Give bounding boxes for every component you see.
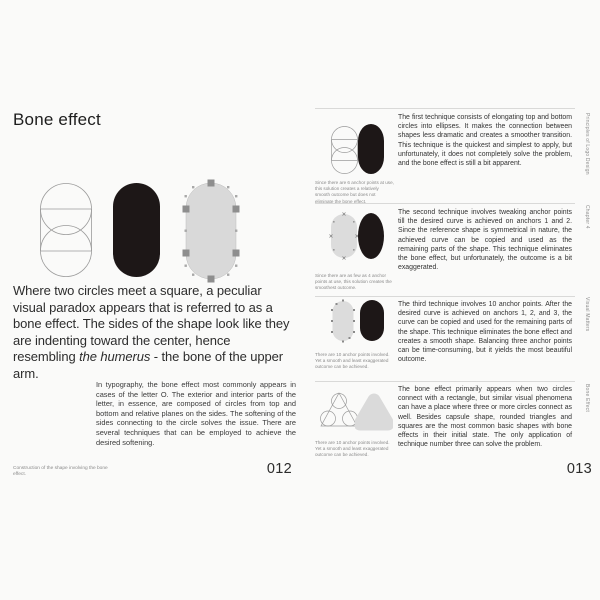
- figure-caption: Since there are 6 anchor points at use, this solution creates a relatively smooth outcome but does not eliminate the bone effect.: [315, 180, 394, 204]
- page-number-left: 012: [266, 461, 292, 477]
- sidebar-section: Visual Matters: [584, 297, 590, 332]
- gray-capsule-4-anchors-figure: [328, 212, 360, 260]
- intro-italic-term: the humerus: [79, 349, 151, 364]
- figure-caption: Since there are as few as 4 anchor points at use, this solution creates the smoothest outcome.: [315, 273, 392, 291]
- technique-paragraph-1: The first technique consists of elongating top and bottom circles into ellipses. It makes the connection between shapes less dramatic and creates a smoother transition. This technique is the quickest and simplest to apply, but unfortunately, it does not completely solve the problem, and the bone effect is still a bit apparent.: [398, 114, 572, 168]
- black-oval-figure: [358, 213, 384, 259]
- intro-text-end: - the bone of the upper arm.: [13, 349, 284, 381]
- technique-paragraph-2: The second technique involves tweaking anchor points till the desired curve is achieved on anchors 1 and 2. Since the reference shape is symmetrical in nature, the achieved curve can be copied and used as the remaining parts of the shape. This technique eliminates the bone effect, but unfortunately, the outcome is a bit exaggerated.: [398, 209, 572, 272]
- gray-capsule-10-anchors-figure: [329, 299, 357, 343]
- section-divider: [315, 381, 575, 382]
- capsule-construction-wireframe-figure: [40, 183, 92, 277]
- ellipse-construction-wireframe-figure: [331, 126, 358, 174]
- triangle-construction-wireframe-figure: [319, 390, 359, 430]
- gray-rounded-triangle-figure: [355, 389, 393, 431]
- sidebar-chapter: Chapter 4: [584, 205, 590, 229]
- page-title: Bone effect: [13, 110, 101, 129]
- black-capsule-small-figure: [360, 300, 384, 341]
- section-divider: [315, 108, 575, 109]
- section-divider: [315, 296, 575, 297]
- intro-paragraph: [13, 283, 295, 382]
- figure-caption: There are 10 anchor points involved. Yet a smooth and least exaggerated outcome can be achieved.: [315, 352, 390, 370]
- sidebar-topic: Bone Effect: [584, 384, 590, 412]
- intro-text: Where two circles meet a square, a peculiar visual paradox appears that is referred to as a bone effect. The sides of the shape look like they are indenting toward the center, hence resembling: [13, 283, 290, 364]
- page-number-right: 013: [566, 461, 592, 477]
- technique-paragraph-3: The third technique involves 10 anchor points. After the desired curve is achieved on anchors 1, 2, and 3, the curve can be copied and used for the remaining parts of the shape. This technique eliminates the bone effect and creates a smooth shape. Balancing three anchor points can be time-consuming, but it yields the most beautiful outcome.: [398, 301, 572, 364]
- technique-paragraph-4: The bone effect primarily appears when two circles connect with a rectangle, but similar visual phenomena can have a place where three or more circles connect as well. Besides capsule shape, rounded triangles and squares are the most common basic shapes with bone effects in their initial state. The only application of technique number three can solve the problem.: [398, 386, 572, 449]
- figure-caption-left: Construction of the shape involving the bone effect.: [13, 466, 108, 478]
- selected-capsule-anchors-figure: [179, 178, 243, 284]
- figure-caption: There are 10 anchor points involved. Yet a smooth and least exaggerated outcome can be achieved.: [315, 440, 390, 458]
- black-capsule-small-figure: [358, 124, 384, 174]
- sidebar-book-title: Principles of Logo Design: [584, 113, 590, 175]
- black-capsule-figure: [113, 183, 160, 277]
- body-paragraph: In typography, the bone effect most commonly appears in cases of the letter O. The exterior and interior parts of the letter, in essence, are composed of circles from top and bottom and relative planes on the sides. The softening of the sides connecting to the circle solves the issue. There are several techniques that can be employed to achieve the desired softening.: [96, 380, 296, 447]
